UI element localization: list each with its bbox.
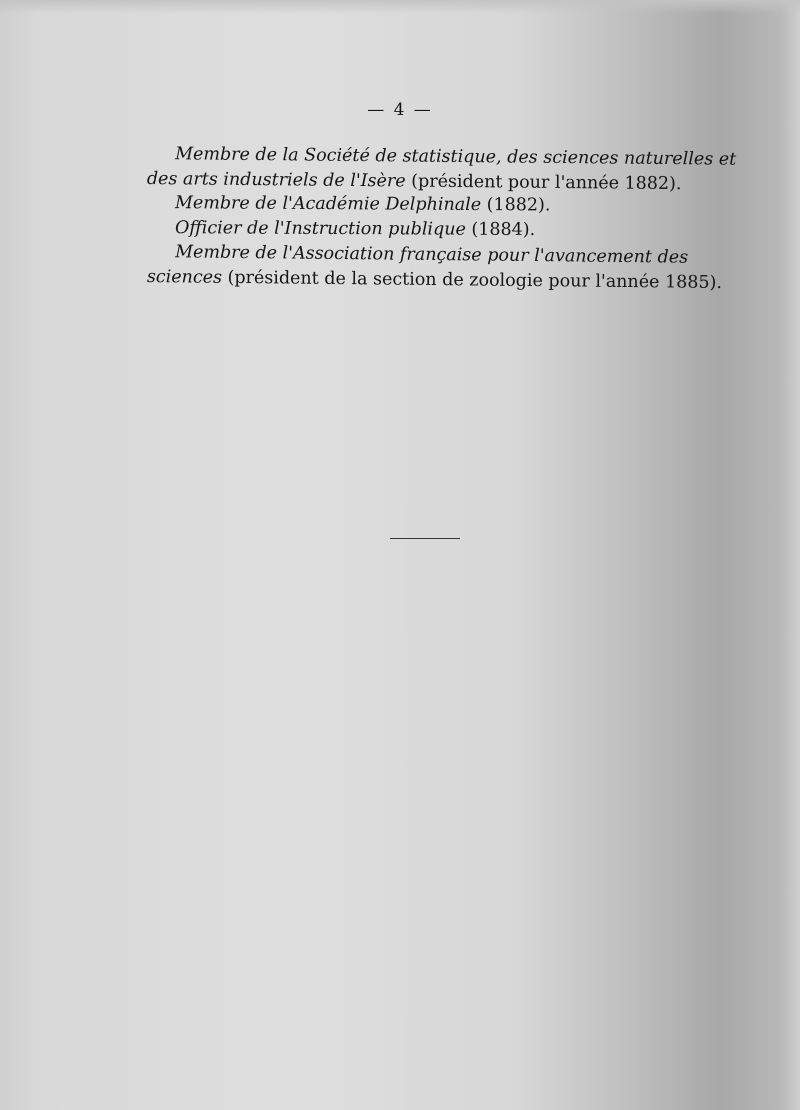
honor-title: Membre de l'Académie Delphinale xyxy=(174,193,482,216)
honor-title: Membre de l'Association française pour l'avancement des sciences xyxy=(146,242,689,288)
honor-entry-statistical-society xyxy=(147,142,737,197)
honor-detail: (président pour l'année 1882). xyxy=(405,170,682,194)
honor-detail: (1882). xyxy=(481,195,551,216)
honor-title: Officier de l'Instruction publique xyxy=(174,217,466,240)
honor-title: Membre de la Société de statistique, des sciences naturelles et des arts industriels de l'Isère xyxy=(146,144,737,191)
scan-shadow xyxy=(0,0,800,14)
honor-entry-public-instruction xyxy=(147,216,737,244)
honors-list xyxy=(146,142,737,293)
honor-entry-delphinale-academy xyxy=(147,191,737,219)
honor-detail: (1884). xyxy=(465,219,536,240)
page-number: — 4 — xyxy=(367,100,433,120)
section-divider-rule xyxy=(390,538,460,539)
honor-detail: (président de la section de zoologie pour l'année 1885). xyxy=(221,267,723,293)
honor-entry-french-association xyxy=(147,240,737,295)
